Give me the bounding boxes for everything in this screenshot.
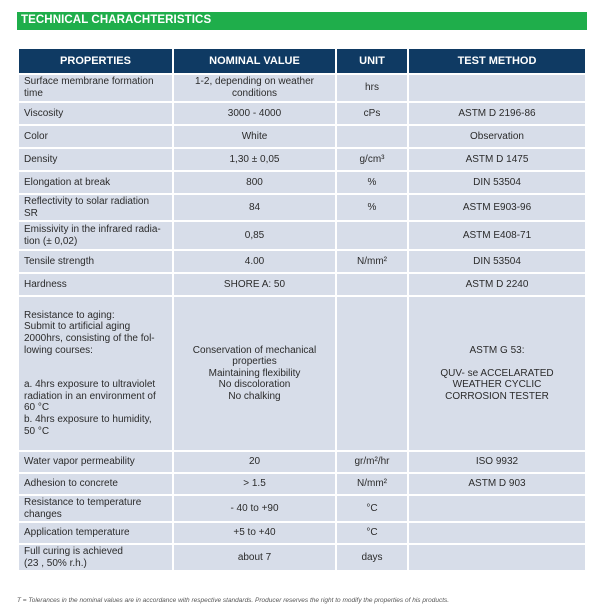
- row-nominal-value: [174, 149, 335, 170]
- row-nominal-value-text: 20: [248, 456, 261, 468]
- row-unit-text: N/mm²: [357, 255, 387, 267]
- header-nominal-value: NOMINAL VALUE: [174, 49, 335, 73]
- row-unit-text: N/mm²: [357, 478, 387, 490]
- row-nominal-value-text: - 40 to +90: [230, 502, 279, 514]
- row-test-method-text: ASTM G 53: QUV- se ACCELARATED WEATHER CYCLIC CORROSION TESTER: [440, 344, 554, 402]
- row-unit: [337, 75, 407, 101]
- row-nominal-value-text: Conservation of mechanical properties Maintaining flexibility No discoloration No chalking: [192, 344, 317, 402]
- row-nominal-value: [174, 172, 335, 193]
- table-row: [19, 496, 585, 521]
- row-test-method: [409, 222, 585, 249]
- row-test-method-text: ISO 9932: [475, 456, 519, 468]
- row-property-text: Density: [24, 153, 58, 165]
- section-title-bar: [17, 12, 587, 30]
- row-property: [19, 274, 172, 295]
- row-test-method-text: DIN 53504: [473, 176, 521, 188]
- row-nominal-value-text: 1,30 ± 0,05: [229, 153, 280, 165]
- row-nominal-value: [174, 274, 335, 295]
- row-nominal-value: [174, 222, 335, 249]
- row-nominal-value-text: about 7: [237, 551, 272, 563]
- row-test-method: [409, 274, 585, 295]
- row-test-method-text: ASTM E408-71: [462, 229, 532, 241]
- header-properties: PROPERTIES: [19, 49, 172, 73]
- row-unit: [337, 474, 407, 494]
- row-nominal-value-text: 4.00: [244, 255, 265, 267]
- row-unit: [337, 274, 407, 295]
- row-property-text: Resistance to aging: Submit to artificial aging 2000hrs, consisting of the fol- lowing courses: a. 4hrs exposure to ultraviolet radiation in an environment of 60 °C b. 4hrs exposure to humidity, 50 °C: [24, 309, 156, 437]
- row-test-method: [409, 172, 585, 193]
- table-row: [19, 222, 585, 249]
- row-property: [19, 474, 172, 494]
- table-row: [19, 474, 585, 494]
- row-nominal-value: [174, 474, 335, 494]
- row-property: [19, 103, 172, 124]
- row-unit: [337, 251, 407, 272]
- row-nominal-value-text: 84: [248, 201, 261, 213]
- row-nominal-value-text: +5 to +40: [233, 527, 276, 539]
- table-row: [19, 103, 585, 124]
- row-nominal-value-text: 1-2, depending on weather conditions: [195, 76, 314, 99]
- row-unit-text: g/cm³: [359, 153, 385, 165]
- row-test-method: [409, 251, 585, 272]
- row-nominal-value-text: 0,85: [244, 229, 265, 241]
- technical-characteristics-table: [17, 47, 587, 572]
- row-test-method: [409, 126, 585, 147]
- row-test-method: [409, 452, 585, 472]
- row-property: [19, 149, 172, 170]
- row-unit: [337, 297, 407, 450]
- row-test-method: [409, 545, 585, 570]
- row-nominal-value-text: SHORE A: 50: [223, 278, 286, 290]
- section-title: TECHNICAL CHARACHTERISTICS: [21, 14, 212, 26]
- row-nominal-value: [174, 75, 335, 101]
- row-unit: [337, 452, 407, 472]
- row-property: [19, 195, 172, 220]
- row-unit: [337, 103, 407, 124]
- row-property: [19, 523, 172, 543]
- row-test-method: [409, 75, 585, 101]
- row-property-text: Tensile strength: [24, 255, 95, 267]
- header-test-method: TEST METHOD: [409, 49, 585, 73]
- table-row: [19, 172, 585, 193]
- row-nominal-value-text: White: [241, 130, 268, 142]
- row-test-method-text: ASTM E903-96: [462, 201, 532, 213]
- row-nominal-value-text: 3000 - 4000: [227, 107, 282, 119]
- row-nominal-value: [174, 496, 335, 521]
- table-row: [19, 126, 585, 147]
- row-nominal-value: [174, 297, 335, 450]
- table-row: [19, 75, 585, 101]
- row-unit: [337, 545, 407, 570]
- row-unit-text: %: [367, 201, 377, 213]
- row-unit: [337, 172, 407, 193]
- row-property-text: Full curing is achieved (23 , 50% r.h.): [24, 545, 123, 569]
- row-nominal-value-text: 800: [246, 176, 263, 188]
- row-nominal-value: [174, 251, 335, 272]
- footnote: T = Tolerances in the nominal values are in accordance with respective standards. Producer reserves the right to modify the properties of his products.: [17, 597, 450, 604]
- row-property: [19, 126, 172, 147]
- header-unit: UNIT: [337, 49, 407, 73]
- row-property: [19, 452, 172, 472]
- row-unit: [337, 222, 407, 249]
- row-property-text: Surface membrane formation time: [24, 76, 154, 99]
- row-test-method: [409, 297, 585, 450]
- row-unit-text: hrs: [365, 82, 379, 94]
- row-property: [19, 297, 172, 450]
- row-nominal-value: [174, 545, 335, 570]
- row-property: [19, 496, 172, 521]
- row-property: [19, 545, 172, 570]
- row-test-method: [409, 523, 585, 543]
- table-row: [19, 149, 585, 170]
- table-row: [19, 523, 585, 543]
- row-property-text: Resistance to temperature changes: [24, 496, 142, 520]
- table-row: [19, 452, 585, 472]
- row-property-text: Viscosity: [24, 107, 64, 119]
- row-property-text: Elongation at break: [24, 176, 111, 188]
- table-row: [19, 274, 585, 295]
- row-test-method: [409, 496, 585, 521]
- row-unit: [337, 496, 407, 521]
- row-property-text: Emissivity in the infrared radia- tion (± 0,02): [24, 223, 161, 247]
- row-test-method-text: ASTM D 2240: [465, 278, 529, 290]
- table-row: [19, 195, 585, 220]
- row-nominal-value: [174, 126, 335, 147]
- row-unit-text: days: [361, 551, 383, 563]
- row-unit: [337, 126, 407, 147]
- row-property: [19, 75, 172, 101]
- row-property-text: Water vapor permeability: [24, 456, 135, 468]
- row-unit-text: °C: [366, 527, 378, 539]
- row-unit: [337, 149, 407, 170]
- row-unit-text: gr/m²/hr: [354, 456, 390, 468]
- row-test-method-text: ASTM D 2196-86: [458, 107, 536, 119]
- row-property-text: Hardness: [24, 278, 67, 290]
- row-test-method: [409, 474, 585, 494]
- row-unit-text: %: [367, 176, 377, 188]
- row-test-method-text: ASTM D 903: [468, 478, 526, 490]
- row-unit: [337, 523, 407, 543]
- row-property-text: Color: [24, 130, 48, 142]
- row-property: [19, 172, 172, 193]
- row-test-method: [409, 103, 585, 124]
- row-property-text: Adhesion to concrete: [24, 478, 118, 490]
- row-test-method-text: Observation: [470, 130, 524, 142]
- row-test-method: [409, 195, 585, 220]
- row-unit: [337, 195, 407, 220]
- row-nominal-value-text: > 1.5: [243, 478, 266, 490]
- row-test-method-text: ASTM D 1475: [465, 153, 529, 165]
- row-test-method: [409, 149, 585, 170]
- row-test-method-text: DIN 53504: [473, 255, 521, 267]
- row-unit-text: °C: [366, 502, 378, 514]
- row-nominal-value: [174, 523, 335, 543]
- row-nominal-value: [174, 195, 335, 220]
- table-row: [19, 545, 585, 570]
- table-header-row: [19, 49, 585, 73]
- table-row: [19, 251, 585, 272]
- row-property: [19, 222, 172, 249]
- row-nominal-value: [174, 452, 335, 472]
- row-property-text: Reflectivity to solar radiation SR: [24, 195, 150, 219]
- row-property-text: Application temperature: [24, 527, 130, 539]
- table-row: [19, 297, 585, 450]
- row-nominal-value: [174, 103, 335, 124]
- row-unit-text: cPs: [363, 107, 381, 119]
- row-property: [19, 251, 172, 272]
